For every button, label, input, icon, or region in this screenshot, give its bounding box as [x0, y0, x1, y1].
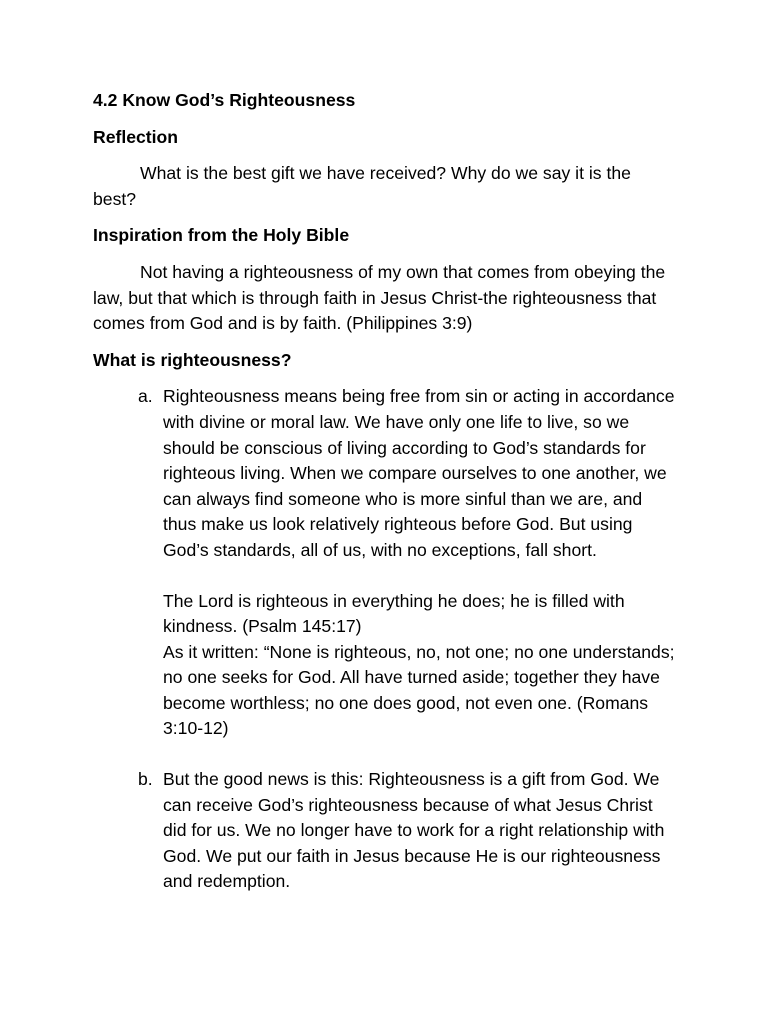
romans-quote: As it written: “None is righteous, no, not one; no one understands; no one seeks for God. All have turned aside; together they have become worthless; no one does good, not even one. (Romans 3:10-12) [163, 641, 675, 739]
reflection-heading: Reflection [93, 126, 179, 147]
what-is-righteousness-heading: What is righteousness? [93, 349, 292, 370]
list-marker-a: a. [138, 386, 153, 407]
document-content [93, 88, 678, 920]
reflection-paragraph: What is the best gift we have received? Why do we say it is the best? [93, 163, 631, 209]
page-title: 4.2 Know God’s Righteousness [93, 90, 356, 110]
inspiration-paragraph: Not having a righteousness of my own that comes from obeying the law, but that which is through faith in Jesus Christ-the righteousness that comes from God and is by faith. (Philippines 3:9) [93, 261, 666, 334]
list-item-a-text: Righteousness means being free from sin or acting in accordance with divine or moral law. We have only one life to live, so we should be conscious of living according to God’s standards for righteous living. When we compare ourselves to one another, we can always find someone who is more sinful than we are, and thus make us look relatively righteous before God. But using God’s standards, all of us, with no exceptions, fall short. [163, 386, 675, 560]
psalm-quote: The Lord is righteous in everything he does; he is filled with kindness. (Psalm 145:17) [163, 590, 625, 637]
righteousness-list [93, 384, 678, 895]
list-item-a [93, 384, 678, 742]
list-marker-b: b. [138, 769, 153, 790]
inspiration-heading: Inspiration from the Holy Bible [93, 225, 350, 246]
scripture-quotes [163, 589, 678, 743]
list-item-b-text: But the good news is this: Righteousness is a gift from God. We can receive God’s righteousness because of what Jesus Christ did for us. We no longer have to work for a right relationship with God. We put our faith in Jesus because He is our righteousness and redemption. [163, 769, 665, 892]
list-item-b [93, 767, 678, 895]
